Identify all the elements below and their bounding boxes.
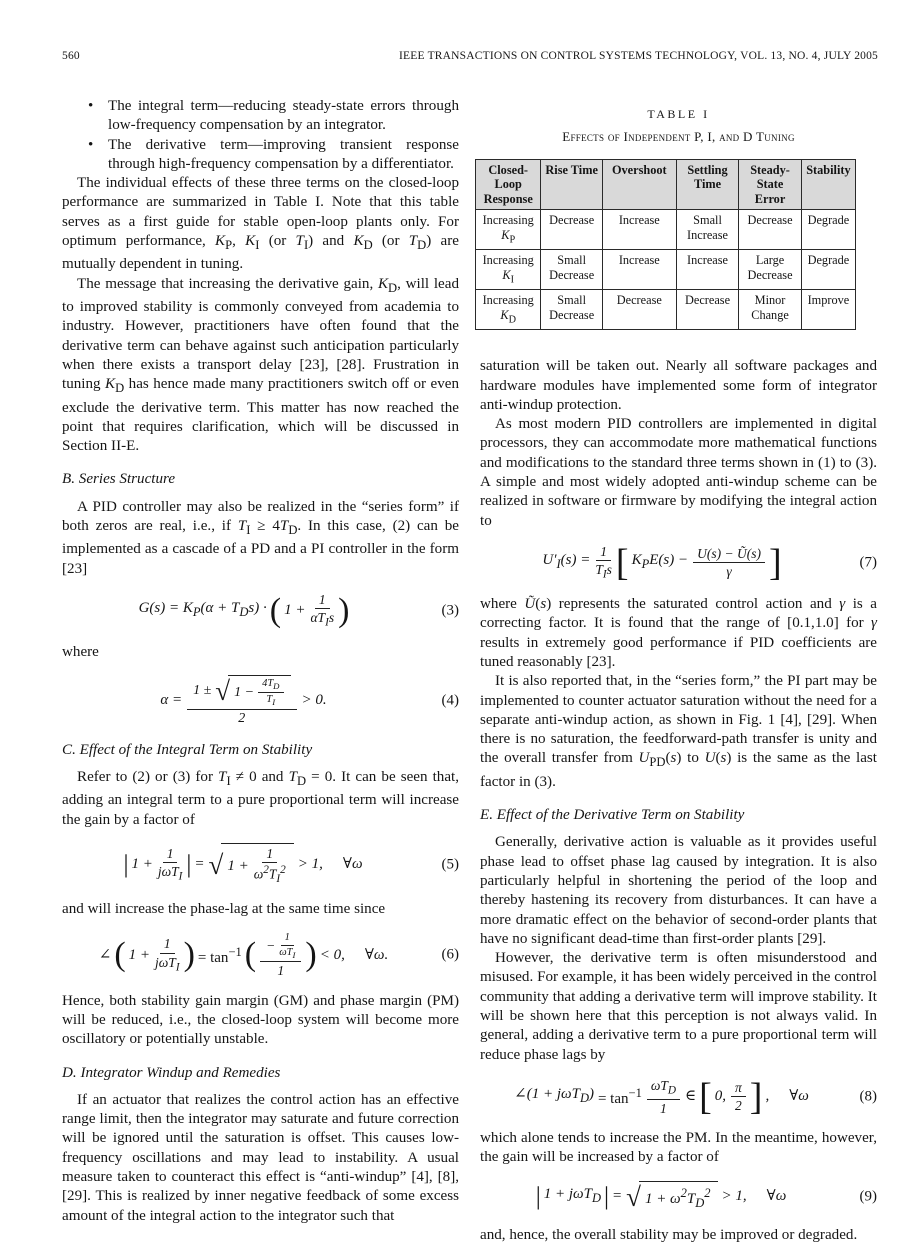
header-cell: Rise Time: [541, 159, 603, 210]
math-term: 1 +: [131, 856, 153, 873]
math-term: ∀ω: [789, 1088, 809, 1105]
numerator: $4T_D$: [258, 678, 283, 693]
radicand: [228, 675, 290, 707]
math-term: α =: [160, 692, 183, 709]
fraction: [260, 932, 301, 979]
section-heading-b: B. Series Structure: [62, 471, 176, 488]
math-term: = $\tan^{-1}$: [197, 944, 242, 966]
angle-symbol: ∠: [98, 946, 112, 963]
fraction: [254, 846, 286, 887]
fraction: [310, 592, 334, 630]
numerator: π: [731, 1080, 746, 1098]
square-root: √ $1 + \omega^2T_D^2$: [626, 1181, 717, 1213]
math-term: > 0.: [301, 692, 327, 709]
math-term: $K_PE(s)$ −: [631, 552, 689, 572]
equation-tag: (7): [859, 554, 877, 571]
page-number: 560: [62, 50, 80, 62]
bullet-text: The derivative term—improving transient response through high-frequency compensation by a differentiator.: [108, 136, 459, 172]
paragraph: As most modern PID controllers are implemented in digital processors, they can accommodate more mathematical functions and modifications to the standard three terms shown in (1) to (3). A simple and most widely adopted anti-windup scheme can be realized in software or firmware by modifying the integral action to: [480, 416, 877, 529]
paragraph: It is also reported that, in the “series form,” the PI part may be implemented to counter actuator saturation without the need for a separate anti-windup action, as shown in Fig. 1 [4], [29]. When there is no saturation, the feedforward-path transfer is unity and the overall transfer from $U_{PD}(s)$ to U(s) is the same as the last factor in (3).: [480, 673, 877, 790]
table-caption-number: TABLE I: [647, 107, 710, 121]
math-term: $1 + \omega^2T_D^2$: [644, 1185, 711, 1210]
two-column-body: [62, 97, 877, 1245]
square-root: √ 1 − $\frac{4T_D}{T_I}$: [215, 675, 290, 707]
table-row: [476, 290, 856, 330]
numerator: 1: [163, 846, 178, 864]
numerator: $\omega T_D$: [647, 1078, 680, 1100]
fraction: [279, 932, 295, 960]
math-term: 0,: [714, 1088, 727, 1105]
header-cell: Settling Time: [676, 159, 739, 210]
paragraph: Hence, both stability gain margin (GM) and phase margin (PM) will be reduced, i.e., the closed-loop system will become more oscillatory or potentially unstable.: [62, 992, 459, 1048]
equation-tag: (9): [859, 1188, 877, 1205]
math-term: 1 +: [227, 857, 249, 874]
denominator: 2: [238, 710, 246, 726]
math-term: ∀ω: [766, 1188, 787, 1205]
denominator: 1: [660, 1100, 667, 1116]
paragraph: and will increase the phase-lag at the same time since: [62, 900, 386, 917]
math-term: ∠(1 + jωT$_D$): [514, 1086, 594, 1106]
table-caption: [480, 105, 877, 147]
equation-7: $U'_I(s)$ = $\frac{1}{T_Is}$ [ $K_PE(s)$ − $\frac{U(s) - Ũ(s)}{\gamma}$ ] (7): [542, 541, 877, 584]
denominator: $T_Is$: [595, 562, 612, 582]
journal-title: IEEE TRANSACTIONS ON CONTROL SYSTEMS TECHNOLOGY, VOL. 13, NO. 4, JULY 2005: [399, 50, 878, 62]
radicand: [221, 843, 293, 887]
equation-tag: (8): [859, 1088, 877, 1105]
math-term: 1 −: [234, 684, 255, 700]
math-term: > 1,: [721, 1188, 747, 1205]
fraction: [647, 1078, 680, 1116]
paragraph: The individual effects of these three terms on the closed-loop performance are summarized in Table I. Note that this table serves as a first guide for stable open-loop plants only. For optimum performance, $K_P$, $K_I$ (or $T_I$) and $K_D$ (or $T_D$) are mutually dependent in tuning.: [62, 175, 459, 273]
math-term: =: [611, 1188, 623, 1205]
table-cell: Improve: [801, 290, 855, 330]
table-row: [476, 210, 856, 250]
denominator: $\omega T_I$: [279, 946, 296, 961]
equation-9: | 1 + jωT$_D$ | = √ $1 + \omega^2T_D^2$ > 1, ∀ω (9): [535, 1181, 877, 1212]
math-term: 1 +: [284, 602, 306, 619]
equation-tag: (6): [441, 946, 459, 963]
right-column: [480, 97, 877, 1245]
numerator: U(s) − Ũ(s): [693, 546, 765, 564]
numerator: [260, 932, 301, 962]
paragraph: and, hence, the overall stability may be improved or degraded.: [480, 1226, 858, 1243]
math-term: =: [194, 856, 205, 873]
fraction: [158, 846, 183, 884]
math-term: = $\tan^{-1}$: [597, 1086, 642, 1108]
paragraph: A PID controller may also be realized in the “series form” if both zeros are real, i.e., if $T_I \ge 4T_D$. In this case, (2) can be implemented as a cascade of a PD and a PI controller in the form [23]: [62, 498, 459, 577]
section-heading-e: E. Effect of the Derivative Term on Stability: [480, 807, 745, 824]
math-term: 1 ±: [193, 683, 212, 699]
row-label: Increasing $K_P$: [476, 210, 541, 250]
table-cell: Increase: [602, 250, 676, 290]
fraction: [155, 936, 180, 974]
fraction: [731, 1080, 746, 1114]
square-root: √ 1 + $\frac{1}{\omega^2T_I^2}$: [209, 843, 294, 887]
list-item: [62, 97, 459, 136]
paragraph: where Ũ(s) represents the saturated control action and γ is a correcting factor. It is found that the range of [0.1,1.0] for γ results in extremely good performance if PID coefficients are tuned reasonably [23].: [480, 596, 877, 670]
math-term: −: [266, 938, 276, 954]
section-heading-d: D. Integrator Windup and Remedies: [62, 1064, 281, 1081]
table-cell: Degrade: [801, 210, 855, 250]
table-caption-title: Effects of Independent P, I, and D Tuning: [562, 129, 795, 145]
left-column: [62, 97, 459, 1245]
denominator: jωT$_I$: [155, 954, 180, 974]
list-item: [62, 136, 459, 175]
paragraph: which alone tends to increase the PM. In the meantime, however, the gain will be increased by a factor of: [480, 1130, 877, 1166]
paragraph: Refer to (2) or (3) for $T_I \ne 0$ and $T_D = 0$. It can be seen that, adding an integral term to a pure proportional term will increase the gain by a factor of: [62, 769, 460, 828]
table-cell: Small Increase: [676, 210, 739, 250]
paragraph: The message that increasing the derivative gain, $K_D$, will lead to improved stability is commonly conveyed from academia to industry. However, practitioners have often found that the derivative term can behave against such anticipation particularly when there exists a transport delay [23], [28]. Frustration in tuning $K_D$ has hence made many practitioners switch off or even exclude the derivative term. This matter has now reached the point that requires clarification, which will be discussed in Section II-E.: [62, 275, 459, 455]
table-header: [476, 159, 856, 210]
numerator: 1: [281, 932, 294, 946]
equation-tag: (3): [441, 602, 459, 619]
numerator: 1: [160, 936, 175, 954]
math-term: ∀ω: [342, 856, 363, 873]
fraction: [595, 544, 612, 582]
radicand: [639, 1181, 718, 1213]
table-cell: Minor Change: [739, 290, 801, 330]
table-cell: Small Decrease: [541, 250, 603, 290]
header-cell: Closed-Loop Response: [476, 159, 541, 210]
paragraph: Generally, derivative action is valuable as it provides useful phase lead to offset phase lag caused by integration. It is also particularly helpful in shortening the period of the loop and thereby hastening its recovery from disturbances. It can have a more dramatic effect on the behavior of second-order plants that have no significant dead-time than first-order plants [29].: [480, 834, 877, 947]
equation-tag: (4): [441, 692, 459, 709]
numerator: 1: [262, 846, 277, 864]
effects-table: [475, 159, 856, 331]
paragraph: saturation will be taken out. Nearly all software packages and hardware modules have implemented some form of integrator anti-windup protection.: [480, 358, 877, 413]
table-cell: Decrease: [602, 290, 676, 330]
header-cell: Stability: [801, 159, 855, 210]
table-cell: Decrease: [739, 210, 801, 250]
math-term: < 0,: [319, 946, 345, 963]
where-label: where: [62, 644, 99, 661]
math-term: $G(s) = K_P(\alpha + T_Ds)$ ·: [138, 600, 267, 620]
table-cell: Decrease: [676, 290, 739, 330]
header-cell: Overshoot: [602, 159, 676, 210]
table-row: [476, 250, 856, 290]
math-term: > 1,: [297, 856, 323, 873]
running-header: [62, 50, 878, 62]
numerator: 1: [315, 592, 330, 610]
denominator: 2: [735, 1098, 742, 1114]
row-label: Increasing $K_D$: [476, 290, 541, 330]
denominator: $\omega^2T_I^2$: [253, 864, 286, 886]
header-cell: Steady-State Error: [739, 159, 801, 210]
table-cell: Increase: [602, 210, 676, 250]
table-cell: Degrade: [801, 250, 855, 290]
math-term: ∀ω.: [364, 946, 389, 963]
math-term: $U'_I(s)$ =: [542, 552, 591, 572]
equation-8: ∠(1 + jωT$_D$) = $\tan^{-1}$ $\frac{\omega T_D}{1}$ ∈ [ 0, $\frac{\pi}{2}$ ] , ∀ω (8): [514, 1075, 877, 1118]
equation-tag: (5): [441, 856, 459, 873]
equation-4: [62, 675, 459, 726]
fraction: [258, 678, 283, 707]
table-cell: Large Decrease: [739, 250, 801, 290]
bullet-marker: •: [88, 98, 94, 114]
equation-3: $G(s) = K_P(\alpha + T_Ds)$ · ( 1 + $\frac{1}{\alpha T_Is}$ ) (3): [138, 591, 459, 630]
table-cell: Small Decrease: [541, 290, 603, 330]
fraction: [693, 546, 765, 580]
equation-6: ∠ ( 1 + $\frac{1}{j\omega T_I}$ ) = $\tan^{-1}$ ( − $\frac{1}{\omega T_I}$ 1 ) < 0, ∀ω. (6): [98, 931, 459, 979]
bullet-text: The integral term—reducing steady-state errors through low-frequency compensation by an integrator.: [108, 98, 459, 134]
denominator: γ: [726, 564, 732, 580]
element-of-symbol: ∈: [685, 1088, 697, 1105]
paragraph: If an actuator that realizes the control action has an effective range limit, then the integrator may saturate and future correction will be ignored until the saturation is offset. This causes low-frequency oscillations and may lead to instability. A usual measure taken to counteract this effect is “anti-windup” [4], [8], [29]. This is realized by inner negative feedback of some excess amount of the integral action to the integrator such that: [62, 1091, 459, 1224]
denominator: jωT$_I$: [157, 864, 183, 883]
table-cell: Increase: [676, 250, 739, 290]
row-label: Increasing $K_I$: [476, 250, 541, 290]
math-term: 1 +: [128, 946, 151, 963]
equation-5: | 1 + $\frac{1}{j\omega T_I}$ | = √ 1 + $\frac{1}{\omega^2T_I^2}$ > 1, ∀ω (5): [62, 843, 459, 887]
numerator: 1: [596, 544, 611, 562]
denominator: $T_I$: [266, 694, 276, 708]
section-heading-c: C. Effect of the Integral Term on Stability: [62, 741, 313, 758]
table-cell: Decrease: [541, 210, 603, 250]
paragraph: However, the derivative term is often misunderstood and misused. For example, it has been widely perceived in the control community that adding a derivative term will improve stability. It will be shown here that this perception is not always valid. In general, adding a derivative term to a pure proportional term will reduce phase lags by: [480, 950, 877, 1063]
math-term: ,: [765, 1088, 770, 1105]
bullet-marker: •: [88, 136, 94, 153]
numerator: [187, 675, 296, 709]
fraction: [187, 675, 296, 726]
math-term: 1 + jωT$_D$: [543, 1186, 601, 1206]
denominator: 1: [277, 963, 285, 979]
denominator: $\alpha T_Is$: [310, 610, 335, 630]
